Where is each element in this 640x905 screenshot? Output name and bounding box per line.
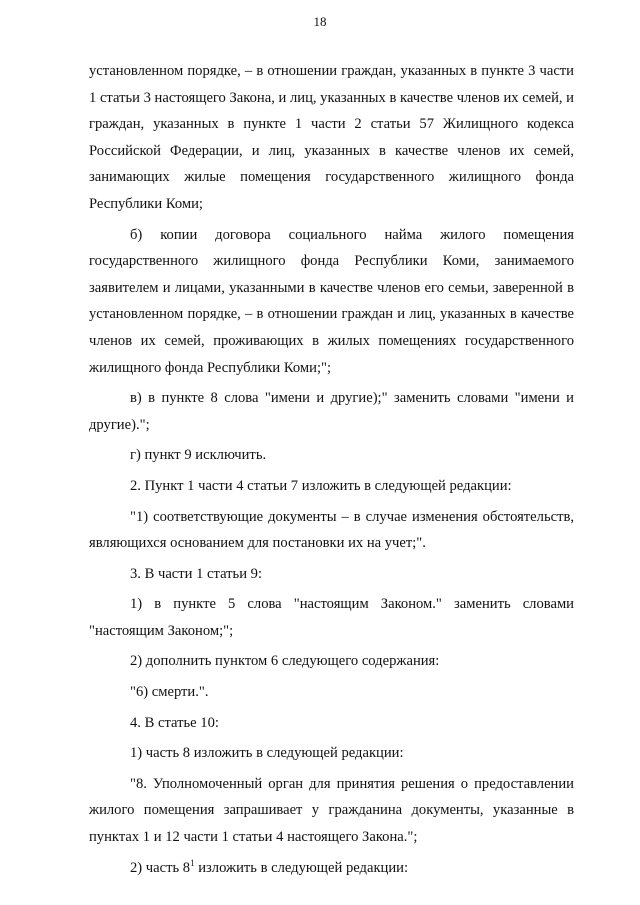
paragraph-point-4: 4. В статье 10: [130,714,219,731]
paragraph-item-g: г) пункт 9 исключить. [130,447,267,464]
paragraph-subpoint-1: 1) в пункте 5 слова "настоящим Законом." заменить словами "настоящим Законом;"; [89,596,574,639]
paragraph-quoted-1: "1) соответствующие документы – в случае изменения обстоятельств, являющихся основанием для постановки их на учет;". [89,508,574,552]
last-line-before: 2) часть 8 [130,859,191,876]
paragraph-part-8: 1) часть 8 изложить в следующей редакции: [130,745,404,762]
paragraph-subpoint-2: 2) дополнить пунктом 6 следующего содержания: [130,653,440,670]
superscript-1: 1 [190,857,195,868]
paragraph-item-v: в) в пункте 8 слова "имени и другие);" заменить словами "имени и другие)."; [89,390,574,433]
paragraph-continuation: установленном порядке, – в отношении граждан, указанных в пункте 3 части 1 статьи 3 настоящего Закона, и лиц, указанных в качестве членов их семей, и граждан, указанных в пункте 1 части 2 статьи 57 Жилищного кодекса Российской Федерации, и лиц, указанных в качестве членов их семей, занимающих жилые помещения государственного жилищного фонда Республики Коми; [89,63,574,212]
paragraph-quoted-8: "8. Уполномоченный орган для принятия решения о предоставлении жилого помещения запрашивает у гражданина документы, указанные в пунктах 1 и 12 части 1 статьи 4 настоящего Закона."; [89,775,574,846]
paragraph-point-3: 3. В части 1 статьи 9: [130,565,263,582]
paragraph-point-2: 2. Пункт 1 части 4 статьи 7 изложить в следующей редакции: [130,477,512,494]
paragraph-part-8-1 [89,855,574,882]
last-line-after: изложить в следующей редакции: [194,859,409,876]
page-number: 18 [313,14,327,29]
paragraph-quoted-6: "6) смерти.". [130,684,209,701]
document-body [89,58,574,881]
paragraph-item-b: б) копии договора социального найма жилого помещения государственного жилищного фонда Республики Коми, занимаемого заявителем и лицами, указанными в качестве членов его семьи, заверенной в установленном порядке, – в отношении граждан и лиц, указанных в качестве членов их семей, проживающих в жилых помещениях государственного жилищного фонда Республики Коми;"; [89,226,574,376]
